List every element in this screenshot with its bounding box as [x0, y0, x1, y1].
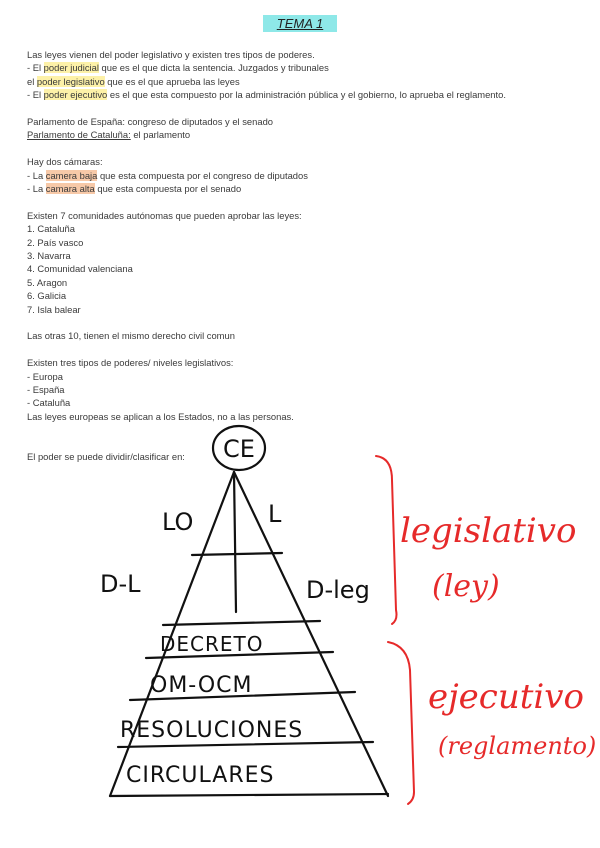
list-item-camara-baja — [27, 169, 587, 182]
tier-line — [163, 621, 320, 625]
ley-label: (ley) — [432, 569, 500, 604]
list-item-camara-alta — [27, 182, 587, 195]
ejecutivo-label: ejecutivo — [428, 677, 584, 717]
dl-label: D-L — [100, 570, 141, 598]
hierarchy-pyramid-drawing — [0, 420, 600, 840]
om-label: OM-OCM — [150, 673, 253, 698]
list-item-judicial — [27, 61, 587, 74]
highlight-camara-baja: camera baja — [45, 169, 98, 181]
legislativo-label: legislativo — [400, 511, 577, 551]
list-item: 4. Comunidad valenciana — [27, 263, 133, 275]
highlight-judicial: poder judicial — [43, 62, 99, 74]
text: que es el que dicta la sentencia. Juzgados y tribunales — [98, 62, 329, 74]
highlight-ejecutivo: poder ejecutivo — [43, 89, 108, 101]
leyes-europeas: Las leyes europeas se aplican a los Estados, no a las personas. — [27, 410, 294, 422]
tier-line — [192, 553, 282, 555]
list-item: 3. Navarra — [27, 250, 71, 262]
ejecutivo-bracket — [388, 642, 414, 804]
text: - La — [27, 183, 46, 195]
text: es el que esta compuesto por la administración pública y el gobierno, lo aprueba el reglamento. — [107, 89, 506, 101]
lo-label: LO — [162, 508, 194, 536]
reglamento-label: (reglamento) — [438, 732, 597, 760]
otras-comunidades: Las otras 10, tienen el mismo derecho civil comun — [27, 330, 235, 342]
highlight-legislativo: poder legislativo — [36, 75, 105, 87]
comunidades-intro: Existen 7 comunidades autónomas que pueden aprobar las leyes: — [27, 209, 302, 221]
list-item-ejecutivo — [27, 88, 587, 101]
ce-label: CE — [223, 435, 255, 463]
camaras-heading: Hay dos cámaras: — [27, 156, 103, 168]
list-item: - Cataluña — [27, 397, 71, 409]
text: - El — [27, 89, 44, 101]
list-item: 5. Aragon — [27, 276, 68, 288]
legislativo-bracket — [376, 456, 397, 624]
pyramid-base — [110, 794, 388, 796]
paragraph-intro: Las leyes vienen del poder legislativo y existen tres tipos de poderes. — [27, 49, 315, 60]
list-item: 1. Cataluña — [27, 223, 75, 235]
title-container — [0, 15, 600, 33]
text: que es el que aprueba las leyes — [104, 75, 240, 87]
text: el — [27, 75, 37, 87]
text: el parlamento — [130, 129, 191, 141]
text: que esta compuesta por el senado — [94, 183, 242, 195]
clasificacion-intro: El poder se puede dividir/clasificar en: — [27, 451, 185, 463]
text: que esta compuesta por el congreso de diputados — [97, 169, 308, 181]
resoluciones-label: RESOLUCIONES — [120, 718, 304, 743]
parlamento-cataluna — [27, 128, 587, 141]
pyramid-center-divider — [234, 472, 236, 612]
list-item: 2. País vasco — [27, 236, 84, 248]
underlined-text: Parlamento de Cataluña: — [27, 129, 131, 141]
list-item: 6. Galicia — [27, 290, 67, 302]
parlamento-espana: Parlamento de España: congreso de diputados y el senado — [27, 116, 274, 128]
text: - La — [27, 169, 46, 181]
niveles-intro: Existen tres tipos de poderes/ niveles legislativos: — [27, 357, 234, 369]
list-item-legislativo — [27, 75, 587, 88]
list-item: - España — [27, 384, 65, 396]
l-label: L — [268, 500, 282, 528]
page-title: TEMA 1 — [263, 15, 337, 32]
circulares-label: CIRCULARES — [126, 763, 275, 788]
highlight-camara-alta: camara alta — [45, 183, 95, 195]
dleg-label: D-leg — [306, 576, 370, 604]
text: - El — [27, 62, 44, 74]
list-item: - Europa — [27, 370, 63, 382]
notes-body — [27, 48, 587, 463]
list-item: 7. Isla balear — [27, 303, 81, 315]
decreto-label: DECRETO — [160, 632, 264, 656]
